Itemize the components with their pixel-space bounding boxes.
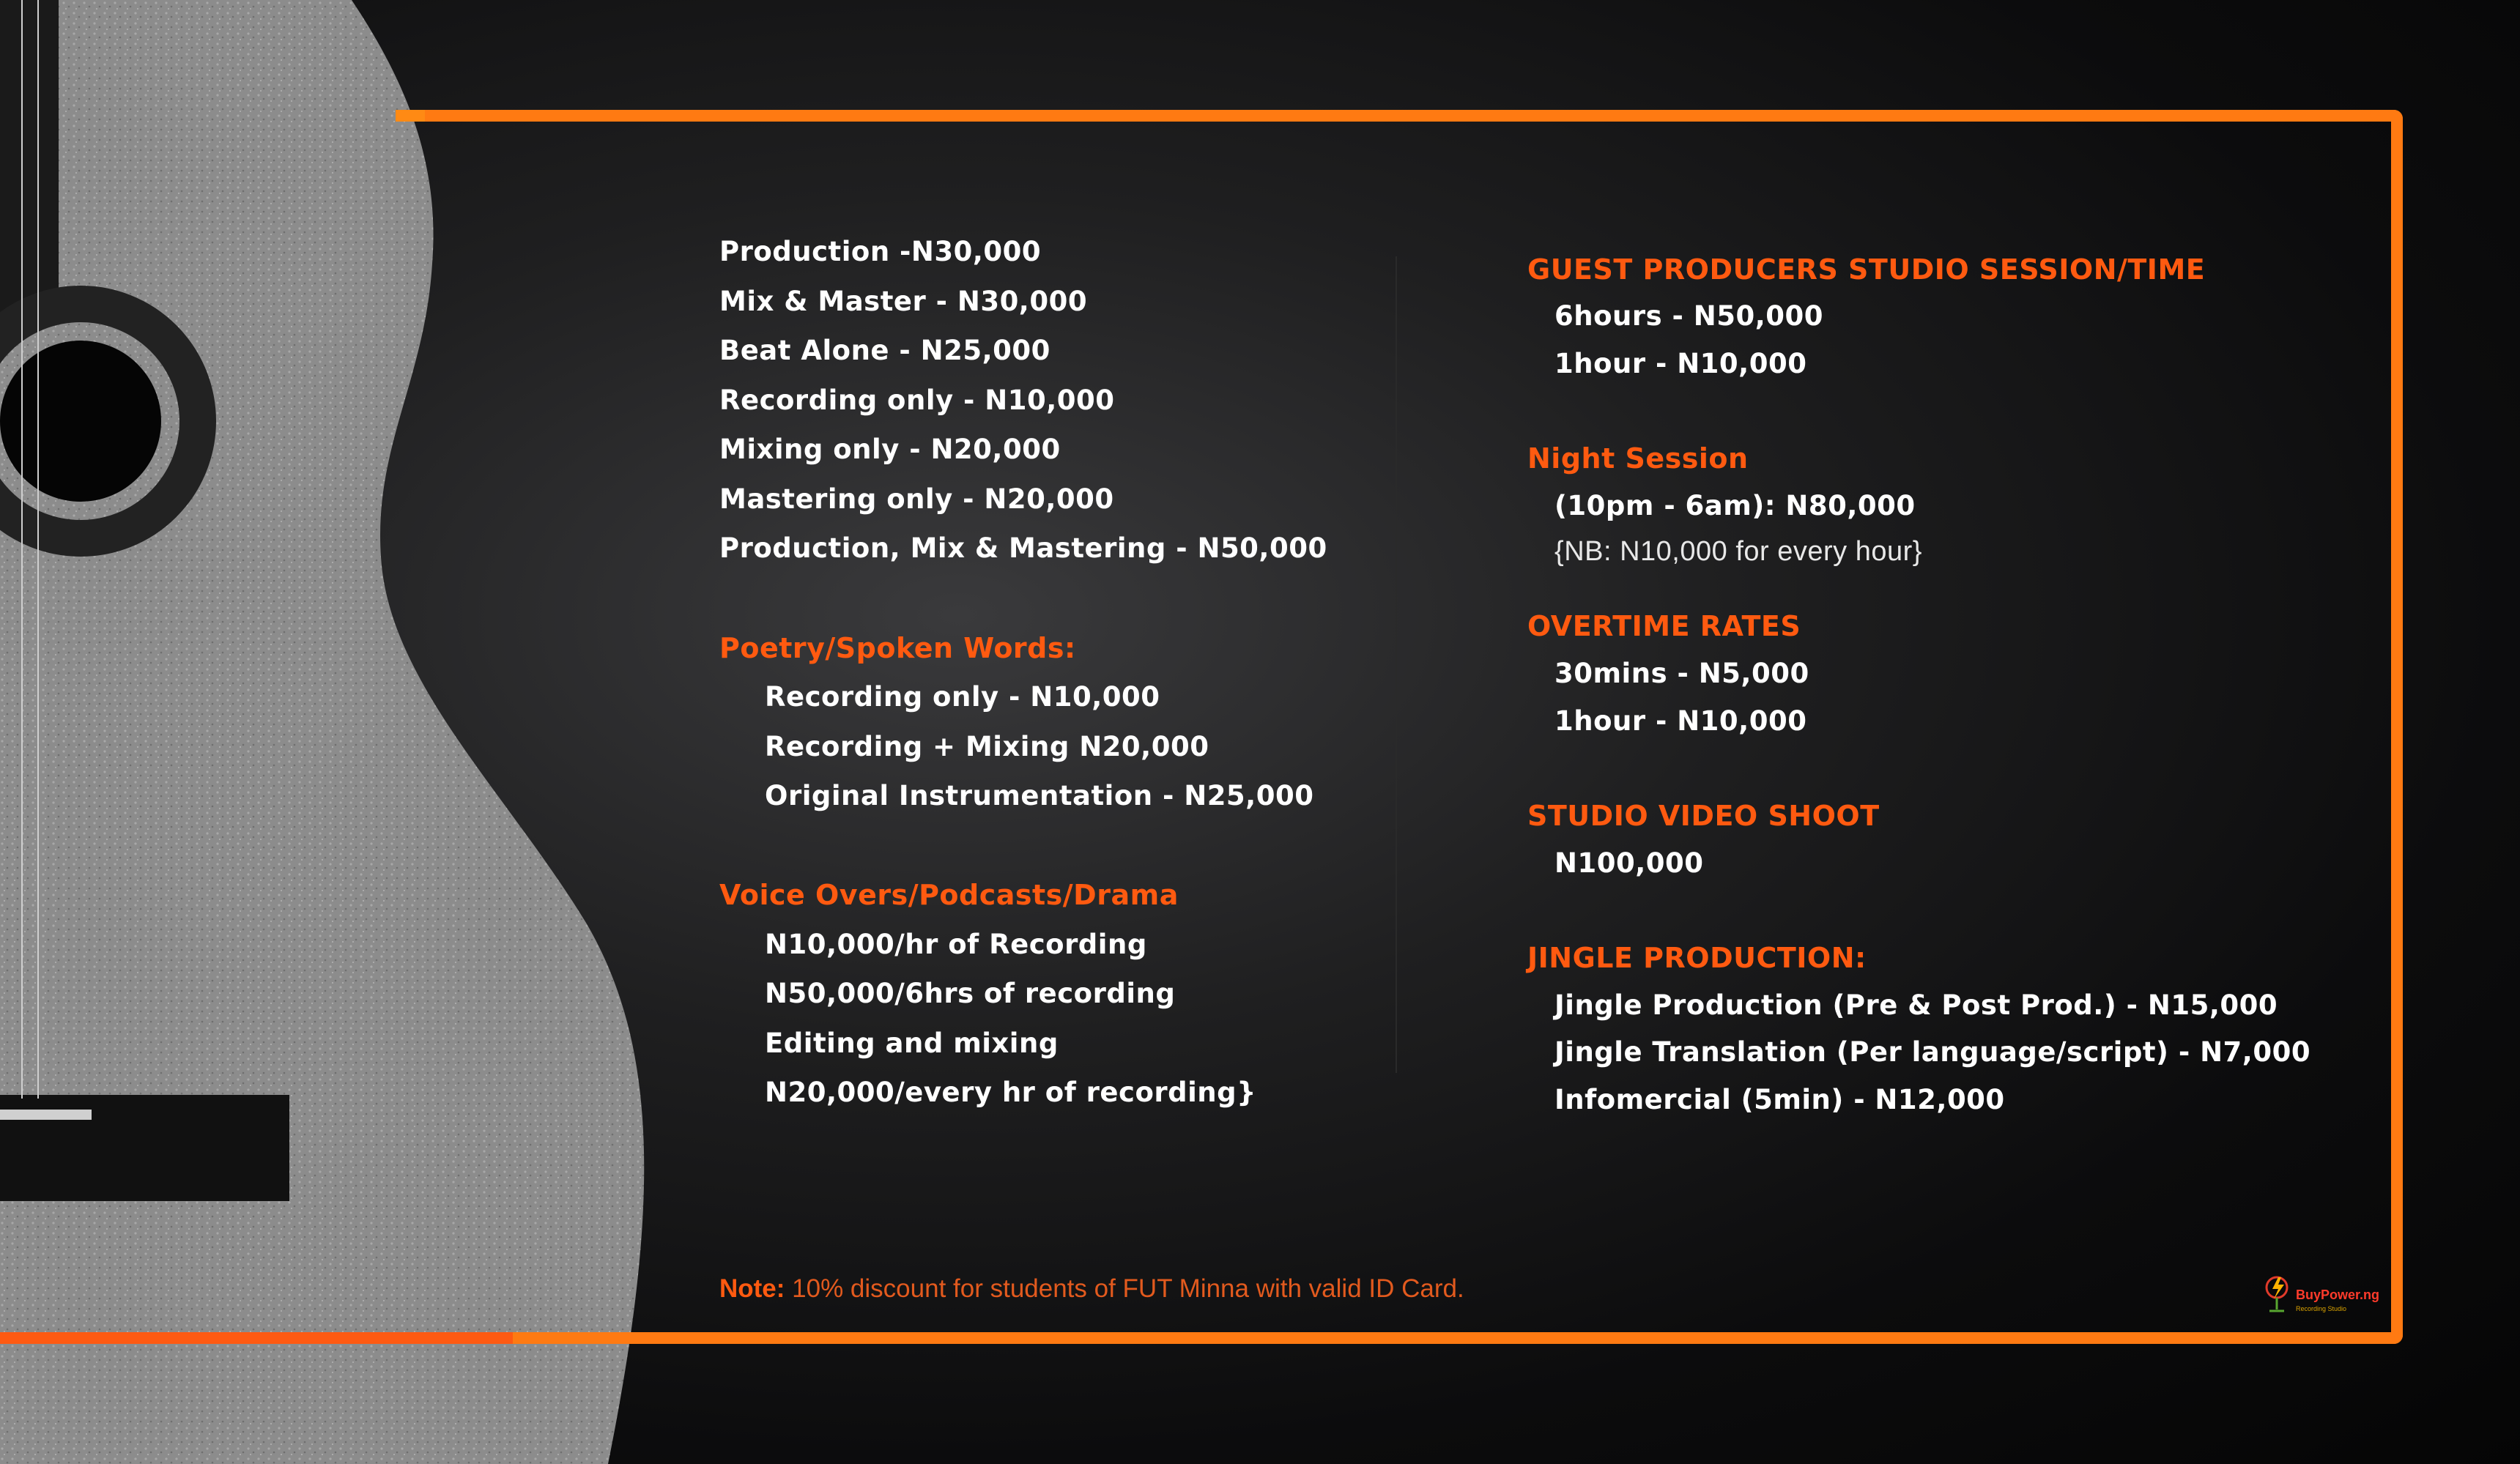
- column-divider: [1396, 256, 1397, 1073]
- voice-heading: Voice Overs/Podcasts/Drama: [719, 879, 1179, 911]
- note-text: 10% discount for students of FUT Minna with valid ID Card.: [785, 1274, 1464, 1303]
- video-item: N100,000: [1554, 847, 1704, 879]
- jingle-item: Infomercial (5min) - N12,000: [1554, 1084, 2005, 1115]
- poetry-item: Recording + Mixing N20,000: [765, 731, 1209, 762]
- video-heading: STUDIO VIDEO SHOOT: [1527, 800, 1880, 832]
- voice-item: N50,000/6hrs of recording: [765, 978, 1176, 1009]
- overtime-item: 1hour - N10,000: [1554, 705, 1807, 737]
- jingle-item: Jingle Translation (Per language/script) - N7,000: [1554, 1036, 2311, 1068]
- price-item: Recording only - N10,000: [719, 384, 1115, 416]
- frame-top-corner: [396, 110, 425, 122]
- logo-subtitle: Recording Studio: [2296, 1305, 2347, 1312]
- frame-bottom-extension: [0, 1332, 513, 1344]
- voice-item: N10,000/hr of Recording: [765, 929, 1147, 960]
- price-item: Production -N30,000: [719, 236, 1042, 267]
- overtime-item: 30mins - N5,000: [1554, 658, 1809, 689]
- jingle-heading: JINGLE PRODUCTION:: [1527, 942, 1867, 974]
- voice-item: Editing and mixing: [765, 1028, 1059, 1059]
- guest-heading: GUEST PRODUCERS STUDIO SESSION/TIME: [1527, 253, 2206, 286]
- price-item: Beat Alone - N25,000: [719, 335, 1050, 366]
- night-heading: Night Session: [1527, 442, 1749, 475]
- night-note: {NB: N10,000 for every hour}: [1554, 536, 1922, 567]
- price-item: Production, Mix & Mastering - N50,000: [719, 532, 1327, 564]
- overtime-heading: OVERTIME RATES: [1527, 610, 1801, 642]
- night-item: (10pm - 6am): N80,000: [1554, 490, 1916, 521]
- logo-name: BuyPower.ng: [2296, 1287, 2380, 1302]
- poetry-item: Recording only - N10,000: [765, 681, 1160, 713]
- guitar-neck: [0, 0, 59, 315]
- price-item: Mixing only - N20,000: [719, 434, 1061, 465]
- note-label: Note:: [719, 1274, 785, 1303]
- voice-item: N20,000/every hr of recording}: [765, 1077, 1256, 1108]
- orange-frame: [396, 110, 2403, 1344]
- price-item: Mastering only - N20,000: [719, 483, 1114, 515]
- poetry-item: Original Instrumentation - N25,000: [765, 780, 1314, 811]
- jingle-item: Jingle Production (Pre & Post Prod.) - N15,000: [1554, 989, 2278, 1021]
- guest-item: 6hours - N50,000: [1554, 300, 1823, 332]
- discount-note: [719, 1274, 1464, 1304]
- price-item: Mix & Master - N30,000: [719, 286, 1088, 317]
- guest-item: 1hour - N10,000: [1554, 348, 1807, 379]
- poetry-heading: Poetry/Spoken Words:: [719, 632, 1076, 664]
